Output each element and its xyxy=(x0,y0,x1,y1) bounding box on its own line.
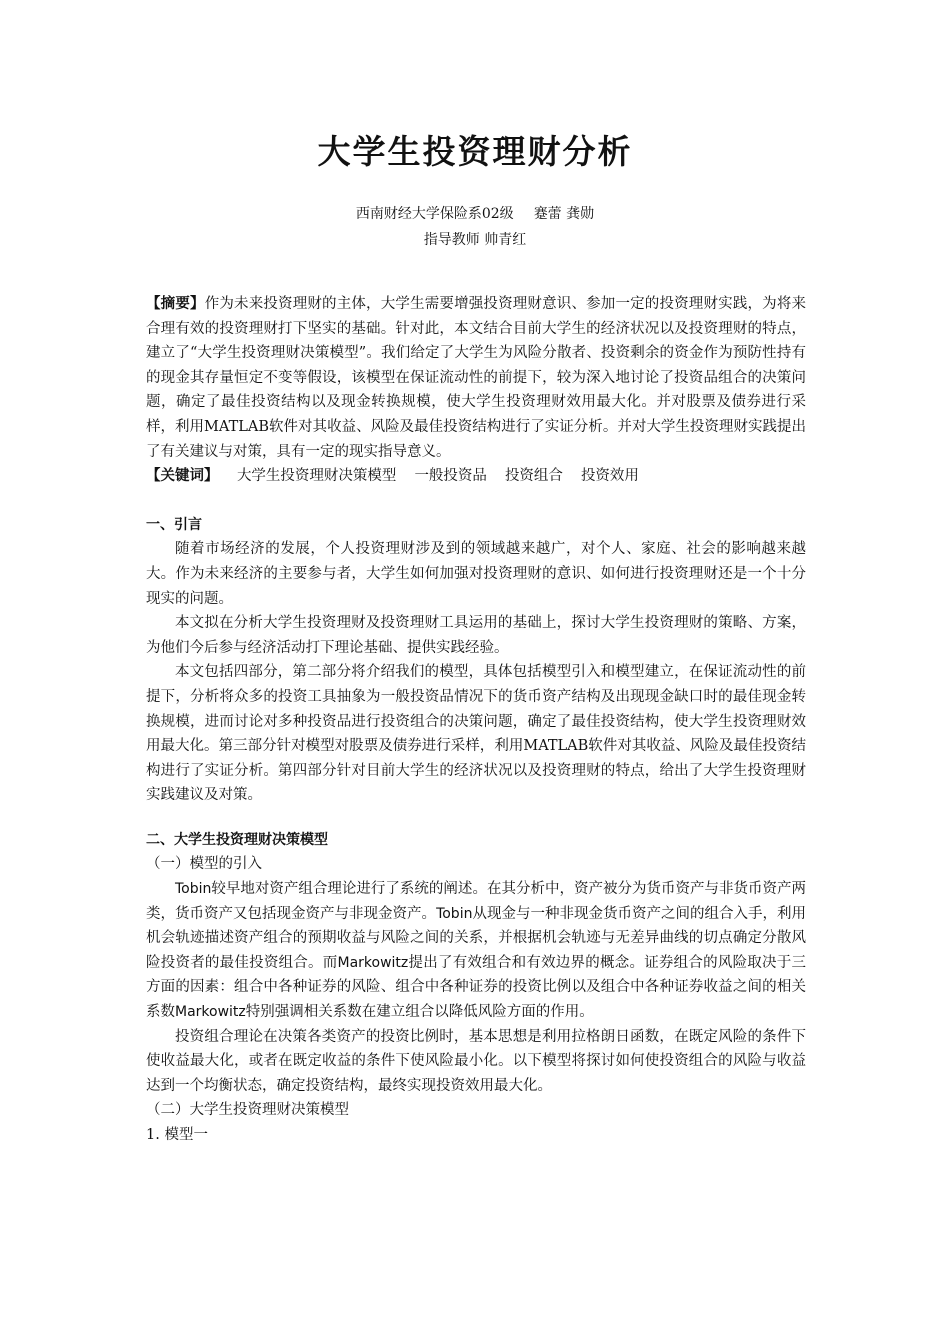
keywords-line xyxy=(146,464,806,489)
keyword-item: 一般投资品 xyxy=(414,468,487,485)
subsection-heading: 1. 模型一 xyxy=(146,1127,208,1143)
keyword-item: 投资效用 xyxy=(580,468,639,485)
abstract-paragraph xyxy=(146,292,806,464)
paragraph: 本文拟在分析大学生投资理财及投资理财工具运用的基础上，探讨大学生投资理财的策略、方案，为他们今后参与经济活动打下理论基础、提供实践经验。 xyxy=(146,615,806,656)
abstract-text: 作为未来投资理财的主体，大学生需要增强投资理财意识、参加一定的投资理财实践，为将来合理有效的投资理财打下坚实的基础。针对此，本文结合目前大学生的经济状况以及投资理财的特点，建立了“大学生投资理财决策模型”。我们给定了大学生为风险分散者、投资剩余的资金作为预防性持有的现金其存量恒定不变等假设，该模型在保证流动性的前提下，较为深入地讨论了投资品组合的决策问题，确定了最佳投资结构以及现金转换规模，使大学生投资理财效用最大化。并对股票及债券进行采样，利用MATLAB软件对其收益、风险及最佳投资结构进行了实证分析。并对大学生投资理财实践提出了有关建议与对策，具有一定的现实指导意义。 xyxy=(146,296,807,460)
subsection-heading: （一）模型的引入 xyxy=(146,856,262,873)
section-heading-model: 二、大学生投资理财决策模型 xyxy=(146,831,328,848)
abstract-label: 【摘要】 xyxy=(146,295,205,312)
paragraph: 随着市场经济的发展，个人投资理财涉及到的领域越来越广，对个人、家庭、社会的影响越来越大。作为未来经济的主要参与者，大学生如何加强对投资理财的意识、如何进行投资理财还是一个十分现实的问题。 xyxy=(146,541,806,607)
section-heading-intro: 一、引言 xyxy=(146,516,202,533)
authors: 蹇蕾 龚勋 xyxy=(533,206,595,222)
advisor-line: 指导教师 帅青红 xyxy=(423,232,527,248)
paragraph: 本文包括四部分，第二部分将介绍我们的模型，具体包括模型引入和模型建立，在保证流动性的前提下，分析将众多的投资工具抽象为一般投资品情况下的货币资产结构及出现现金缺口时的最佳现金转换规模，进而讨论对多种投资品进行投资组合的决策问题，确定了最佳投资结构，使大学生投资理财效用最大化。第三部分针对模型对股票及债券进行采样，利用MATLAB软件对其收益、风险及最佳投资结构进行了实证分析。第四部分针对目前大学生的经济状况以及投资理财的特点，给出了大学生投资理财实践建议及对策。 xyxy=(146,664,806,804)
keywords-label: 【关键词】 xyxy=(146,467,219,485)
keyword-item: 大学生投资理财决策模型 xyxy=(236,468,397,485)
page-title: 大学生投资理财分析 xyxy=(317,132,633,171)
author-line xyxy=(0,201,950,227)
body-text xyxy=(146,292,806,1148)
byline xyxy=(0,201,950,253)
paragraph: 投资组合理论在决策各类资产的投资比例时，基本思想是利用拉格朗日函数，在既定风险的条件下使收益最大化，或者在既定收益的条件下使风险最小化。以下模型将探讨如何使投资组合的风险与收益达到一个均衡状态，确定投资结构，最终实现投资效用最大化。 xyxy=(146,1028,806,1094)
subsection-heading: （二）大学生投资理财决策模型 xyxy=(146,1102,349,1119)
keyword-item: 投资组合 xyxy=(504,468,563,485)
affiliation: 西南财经大学保险系02级 xyxy=(355,206,514,222)
paragraph: Tobin较早地对资产组合理论进行了系统的阐述。在其分析中，资产被分为货币资产与非货币资产两类，货币资产又包括现金资产与非现金资产。Tobin从现金与一种非现金货币资产之间的组合入手，利用机会轨迹描述资产组合的预期收益与风险之间的关系，并根据机会轨迹与无差异曲线的切点确定分散风险投资者的最佳投资组合。而Markowitz提出了有效组合和有效边界的概念。证券组合的风险取决于三方面的因素：组合中各种证券的风险、组合中各种证券的投资比例以及组合中各种证券收益之间的相关系数Markowitz特别强调相关系数在建立组合以降低风险方面的作用。 xyxy=(146,881,807,1021)
